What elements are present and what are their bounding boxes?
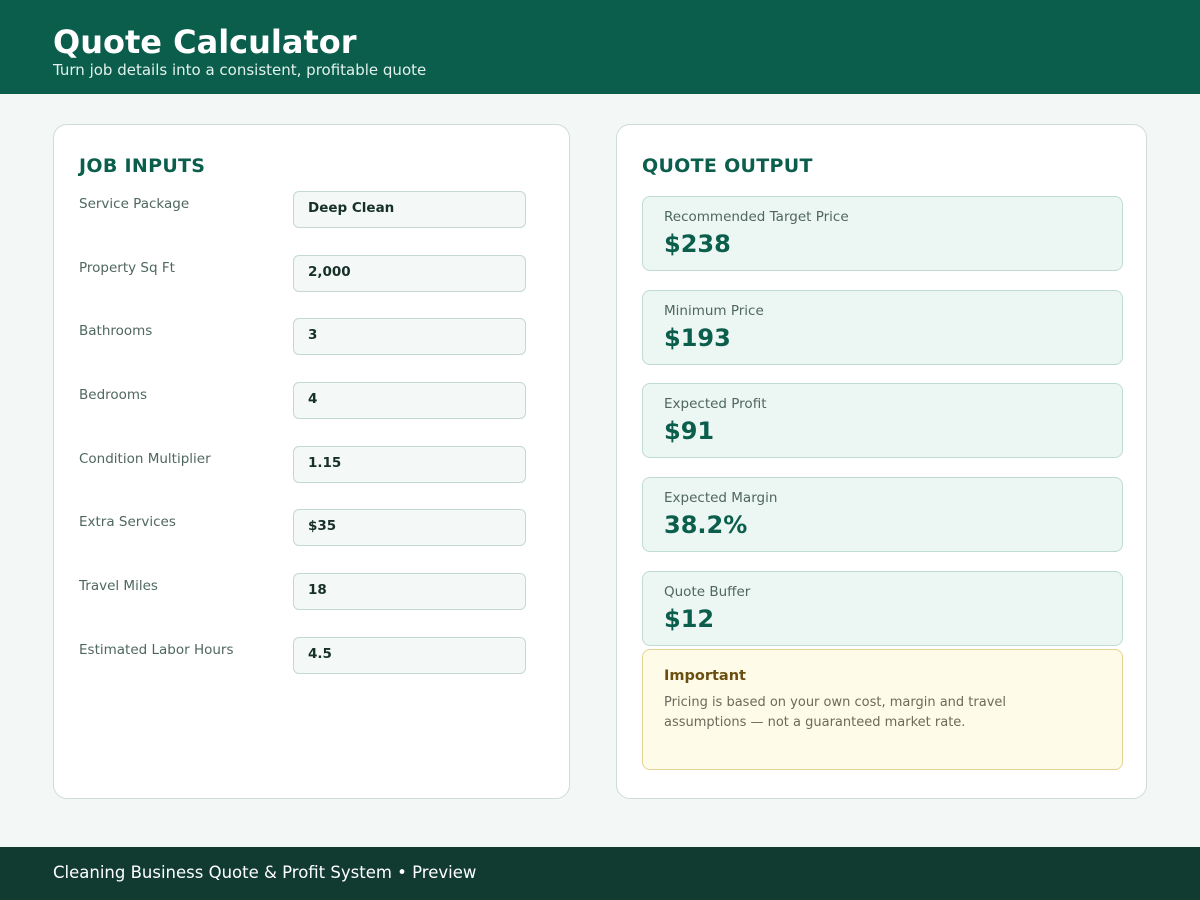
expected-profit-label: Expected Profit — [664, 396, 767, 412]
labor-hours-row — [79, 637, 527, 675]
condition-multiplier-row — [79, 446, 527, 484]
page-subtitle: Turn job details into a consistent, profitable quote — [53, 61, 427, 79]
minimum-price-value: $193 — [664, 324, 731, 352]
expected-margin-label: Expected Margin — [664, 490, 778, 506]
bedrooms-label: Bedrooms — [79, 387, 148, 403]
minimum-price-label: Minimum Price — [664, 303, 764, 319]
expected-margin-metric — [642, 477, 1123, 552]
labor-hours-label: Estimated Labor Hours — [79, 642, 234, 658]
important-notice — [642, 649, 1123, 770]
quote-buffer-value: $12 — [664, 605, 715, 633]
expected-margin-value: 38.2% — [664, 511, 748, 539]
target-price-metric — [642, 196, 1123, 271]
service-package-row — [79, 191, 527, 229]
app-header — [0, 0, 1200, 94]
notice-body: Pricing is based on your own cost, margin and travel assumptions — not a guaranteed market rate. — [664, 695, 1007, 730]
quote-output-title: QUOTE OUTPUT — [642, 155, 813, 177]
footer-text: Cleaning Business Quote & Profit System • Preview — [53, 863, 477, 882]
condition-multiplier-label: Condition Multiplier — [79, 451, 211, 467]
minimum-price-metric — [642, 290, 1123, 365]
extra-services-row — [79, 509, 527, 547]
bathrooms-label: Bathrooms — [79, 323, 153, 339]
service-package-select[interactable]: Deep Clean — [293, 191, 526, 228]
travel-miles-input[interactable]: 18 — [293, 573, 526, 610]
property-sqft-label: Property Sq Ft — [79, 260, 175, 276]
bathrooms-input[interactable]: 3 — [293, 318, 526, 355]
bedrooms-row — [79, 382, 527, 420]
extra-services-input[interactable]: $35 — [293, 509, 526, 546]
extra-services-label: Extra Services — [79, 514, 176, 530]
bedrooms-input[interactable]: 4 — [293, 382, 526, 419]
expected-profit-value: $91 — [664, 417, 715, 445]
quote-output-card — [616, 124, 1147, 799]
job-inputs-card — [53, 124, 570, 799]
property-sqft-row — [79, 255, 527, 293]
travel-miles-row — [79, 573, 527, 611]
quote-buffer-metric — [642, 571, 1123, 646]
notice-title: Important — [664, 668, 746, 684]
property-sqft-input[interactable]: 2,000 — [293, 255, 526, 292]
bathrooms-row — [79, 318, 527, 356]
quote-buffer-label: Quote Buffer — [664, 584, 751, 600]
page-title: Quote Calculator — [53, 23, 357, 61]
target-price-label: Recommended Target Price — [664, 209, 849, 225]
condition-multiplier-input[interactable]: 1.15 — [293, 446, 526, 483]
app-footer — [0, 847, 1200, 900]
service-package-label: Service Package — [79, 196, 190, 212]
target-price-value: $238 — [664, 230, 731, 258]
expected-profit-metric — [642, 383, 1123, 458]
job-inputs-title: JOB INPUTS — [79, 155, 206, 177]
travel-miles-label: Travel Miles — [79, 578, 158, 594]
labor-hours-input[interactable]: 4.5 — [293, 637, 526, 674]
